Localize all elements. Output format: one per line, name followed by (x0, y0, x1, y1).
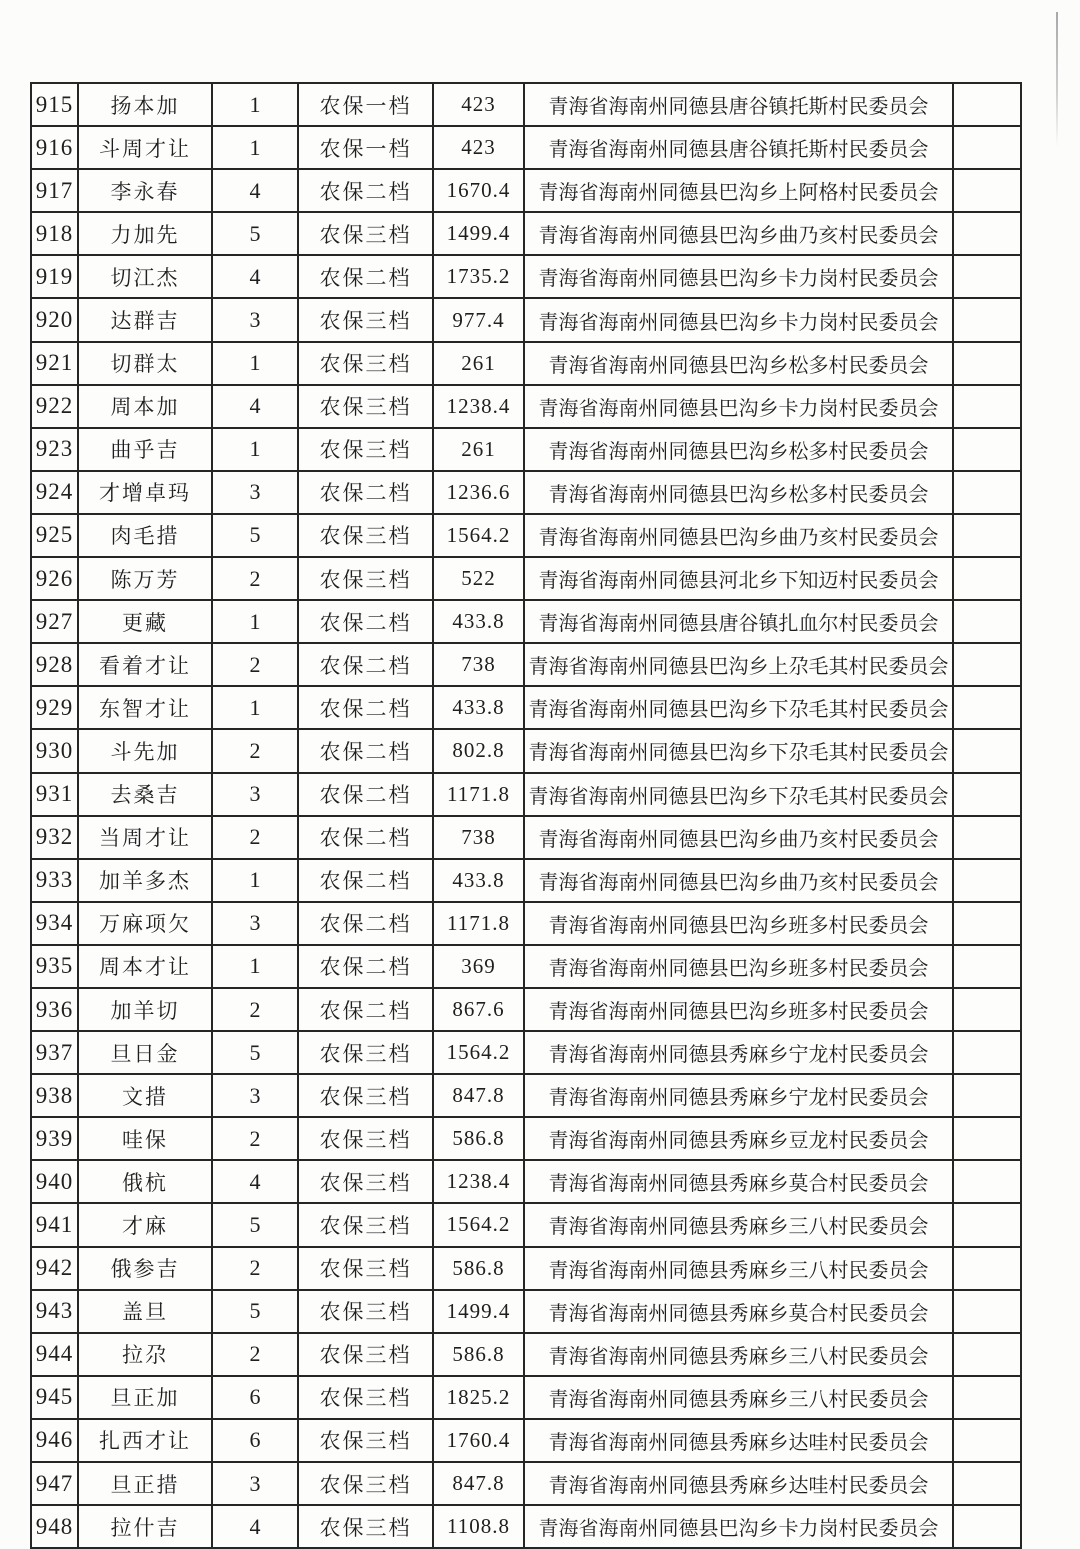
cell-remark (953, 212, 1021, 255)
cell-person-count: 5 (212, 1031, 298, 1074)
cell-remark (953, 1074, 1021, 1117)
cell-person-name: 肉毛措 (78, 514, 212, 557)
cell-remark (953, 428, 1021, 471)
cell-committee: 青海省海南州同德县巴沟乡卡力岗村民委员会 (524, 385, 953, 428)
cell-person-count: 2 (212, 643, 298, 686)
table-row (31, 945, 1021, 988)
cell-insurance-tier: 农保三档 (298, 298, 433, 341)
cell-row-number: 928 (31, 643, 78, 686)
cell-row-number: 942 (31, 1247, 78, 1290)
cell-remark (953, 557, 1021, 600)
cell-person-count: 2 (212, 1247, 298, 1290)
cell-row-number: 943 (31, 1290, 78, 1333)
cell-committee: 青海省海南州同德县秀麻乡豆龙村民委员会 (524, 1117, 953, 1160)
cell-amount: 1564.2 (433, 514, 524, 557)
cell-row-number: 927 (31, 600, 78, 643)
cell-row-number: 915 (31, 83, 78, 126)
table-row (31, 1290, 1021, 1333)
cell-row-number: 948 (31, 1505, 78, 1548)
cell-amount: 1499.4 (433, 1290, 524, 1333)
cell-row-number: 916 (31, 126, 78, 169)
cell-remark (953, 255, 1021, 298)
cell-row-number: 920 (31, 298, 78, 341)
cell-committee: 青海省海南州同德县秀麻乡莫合村民委员会 (524, 1290, 953, 1333)
cell-insurance-tier: 农保三档 (298, 1376, 433, 1419)
table-row (31, 212, 1021, 255)
cell-person-name: 拉尕 (78, 1333, 212, 1376)
table-row (31, 1031, 1021, 1074)
cell-remark (953, 643, 1021, 686)
cell-amount: 1171.8 (433, 902, 524, 945)
cell-insurance-tier: 农保二档 (298, 773, 433, 816)
cell-person-name: 当周才让 (78, 816, 212, 859)
cell-person-name: 斗先加 (78, 729, 212, 772)
table-row (31, 514, 1021, 557)
cell-person-count: 1 (212, 342, 298, 385)
cell-person-name: 更藏 (78, 600, 212, 643)
cell-committee: 青海省海南州同德县秀麻乡宁龙村民委员会 (524, 1074, 953, 1117)
cell-insurance-tier: 农保二档 (298, 902, 433, 945)
table-row (31, 600, 1021, 643)
cell-committee: 青海省海南州同德县巴沟乡曲乃亥村民委员会 (524, 859, 953, 902)
table-row (31, 773, 1021, 816)
cell-insurance-tier: 农保三档 (298, 428, 433, 471)
cell-committee: 青海省海南州同德县唐谷镇托斯村民委员会 (524, 126, 953, 169)
cell-remark (953, 1117, 1021, 1160)
cell-committee: 青海省海南州同德县秀麻乡三八村民委员会 (524, 1247, 953, 1290)
cell-row-number: 919 (31, 255, 78, 298)
cell-row-number: 935 (31, 945, 78, 988)
cell-row-number: 931 (31, 773, 78, 816)
cell-committee: 青海省海南州同德县唐谷镇托斯村民委员会 (524, 83, 953, 126)
cell-amount: 847.8 (433, 1074, 524, 1117)
table-row (31, 1419, 1021, 1462)
cell-row-number: 941 (31, 1203, 78, 1246)
cell-committee: 青海省海南州同德县巴沟乡卡力岗村民委员会 (524, 255, 953, 298)
cell-amount: 977.4 (433, 298, 524, 341)
cell-person-name: 去桑吉 (78, 773, 212, 816)
table-row (31, 643, 1021, 686)
cell-person-count: 3 (212, 298, 298, 341)
table-row (31, 471, 1021, 514)
cell-remark (953, 902, 1021, 945)
cell-person-count: 1 (212, 859, 298, 902)
cell-insurance-tier: 农保三档 (298, 1074, 433, 1117)
cell-person-count: 5 (212, 212, 298, 255)
cell-remark (953, 83, 1021, 126)
cell-amount: 261 (433, 428, 524, 471)
cell-row-number: 929 (31, 686, 78, 729)
cell-row-number: 939 (31, 1117, 78, 1160)
table-row (31, 385, 1021, 428)
table-row (31, 686, 1021, 729)
cell-committee: 青海省海南州同德县秀麻乡莫合村民委员会 (524, 1160, 953, 1203)
cell-committee: 青海省海南州同德县巴沟乡下尕毛其村民委员会 (524, 729, 953, 772)
cell-remark (953, 1031, 1021, 1074)
cell-insurance-tier: 农保三档 (298, 212, 433, 255)
cell-person-count: 1 (212, 83, 298, 126)
cell-amount: 433.8 (433, 859, 524, 902)
cell-person-name: 东智才让 (78, 686, 212, 729)
cell-person-name: 周本加 (78, 385, 212, 428)
cell-person-count: 3 (212, 773, 298, 816)
cell-row-number: 933 (31, 859, 78, 902)
cell-remark (953, 773, 1021, 816)
cell-row-number: 932 (31, 816, 78, 859)
cell-insurance-tier: 农保一档 (298, 83, 433, 126)
cell-remark (953, 385, 1021, 428)
cell-amount: 423 (433, 83, 524, 126)
cell-remark (953, 859, 1021, 902)
cell-amount: 1735.2 (433, 255, 524, 298)
table-row (31, 169, 1021, 212)
cell-amount: 586.8 (433, 1333, 524, 1376)
cell-person-name: 哇保 (78, 1117, 212, 1160)
cell-person-count: 5 (212, 514, 298, 557)
cell-insurance-tier: 农保三档 (298, 1505, 433, 1548)
cell-row-number: 926 (31, 557, 78, 600)
cell-person-count: 2 (212, 988, 298, 1031)
cell-person-count: 4 (212, 169, 298, 212)
cell-amount: 1108.8 (433, 1505, 524, 1548)
cell-person-count: 3 (212, 1074, 298, 1117)
cell-committee: 青海省海南州同德县秀麻乡三八村民委员会 (524, 1333, 953, 1376)
cell-person-name: 才增卓玛 (78, 471, 212, 514)
cell-row-number: 938 (31, 1074, 78, 1117)
cell-remark (953, 600, 1021, 643)
cell-person-name: 李永春 (78, 169, 212, 212)
cell-row-number: 944 (31, 1333, 78, 1376)
cell-committee: 青海省海南州同德县秀麻乡达哇村民委员会 (524, 1419, 953, 1462)
cell-row-number: 937 (31, 1031, 78, 1074)
table-row (31, 859, 1021, 902)
cell-committee: 青海省海南州同德县巴沟乡松多村民委员会 (524, 428, 953, 471)
cell-remark (953, 988, 1021, 1031)
cell-row-number: 946 (31, 1419, 78, 1462)
cell-insurance-tier: 农保三档 (298, 1419, 433, 1462)
cell-remark (953, 1333, 1021, 1376)
cell-amount: 1499.4 (433, 212, 524, 255)
cell-insurance-tier: 农保三档 (298, 385, 433, 428)
cell-remark (953, 686, 1021, 729)
cell-insurance-tier: 农保一档 (298, 126, 433, 169)
cell-insurance-tier: 农保二档 (298, 988, 433, 1031)
cell-person-name: 旦日金 (78, 1031, 212, 1074)
cell-person-name: 看着才让 (78, 643, 212, 686)
cell-committee: 青海省海南州同德县唐谷镇扎血尔村民委员会 (524, 600, 953, 643)
cell-remark (953, 1419, 1021, 1462)
cell-remark (953, 169, 1021, 212)
cell-person-name: 拉什吉 (78, 1505, 212, 1548)
cell-amount: 369 (433, 945, 524, 988)
cell-person-count: 6 (212, 1419, 298, 1462)
cell-person-name: 扬本加 (78, 83, 212, 126)
cell-person-count: 1 (212, 126, 298, 169)
table-row (31, 1117, 1021, 1160)
cell-committee: 青海省海南州同德县巴沟乡下尕毛其村民委员会 (524, 686, 953, 729)
cell-remark (953, 1462, 1021, 1505)
cell-committee: 青海省海南州同德县秀麻乡三八村民委员会 (524, 1203, 953, 1246)
table-row (31, 1203, 1021, 1246)
table-row (31, 428, 1021, 471)
cell-committee: 青海省海南州同德县巴沟乡曲乃亥村民委员会 (524, 514, 953, 557)
cell-insurance-tier: 农保三档 (298, 1203, 433, 1246)
cell-committee: 青海省海南州同德县巴沟乡班多村民委员会 (524, 902, 953, 945)
cell-row-number: 921 (31, 342, 78, 385)
cell-insurance-tier: 农保二档 (298, 600, 433, 643)
cell-remark (953, 126, 1021, 169)
cell-row-number: 945 (31, 1376, 78, 1419)
cell-insurance-tier: 农保三档 (298, 514, 433, 557)
table-row (31, 83, 1021, 126)
cell-insurance-tier: 农保二档 (298, 729, 433, 772)
cell-person-count: 5 (212, 1203, 298, 1246)
cell-row-number: 917 (31, 169, 78, 212)
cell-amount: 433.8 (433, 686, 524, 729)
cell-committee: 青海省海南州同德县巴沟乡卡力岗村民委员会 (524, 1505, 953, 1548)
table-row (31, 557, 1021, 600)
cell-insurance-tier: 农保二档 (298, 255, 433, 298)
cell-remark (953, 729, 1021, 772)
cell-remark (953, 816, 1021, 859)
cell-remark (953, 1203, 1021, 1246)
cell-row-number: 918 (31, 212, 78, 255)
cell-person-name: 陈万芳 (78, 557, 212, 600)
cell-committee: 青海省海南州同德县秀麻乡达哇村民委员会 (524, 1462, 953, 1505)
cell-person-name: 周本才让 (78, 945, 212, 988)
cell-person-count: 1 (212, 428, 298, 471)
cell-amount: 522 (433, 557, 524, 600)
cell-insurance-tier: 农保三档 (298, 1160, 433, 1203)
scan-artifact-line (1056, 12, 1058, 147)
cell-insurance-tier: 农保二档 (298, 169, 433, 212)
cell-remark (953, 1247, 1021, 1290)
cell-row-number: 930 (31, 729, 78, 772)
cell-person-count: 2 (212, 1117, 298, 1160)
cell-row-number: 940 (31, 1160, 78, 1203)
cell-committee: 青海省海南州同德县秀麻乡宁龙村民委员会 (524, 1031, 953, 1074)
table-row (31, 1376, 1021, 1419)
cell-amount: 423 (433, 126, 524, 169)
cell-person-count: 4 (212, 255, 298, 298)
cell-insurance-tier: 农保二档 (298, 643, 433, 686)
cell-amount: 847.8 (433, 1462, 524, 1505)
cell-insurance-tier: 农保三档 (298, 1117, 433, 1160)
cell-person-name: 才麻 (78, 1203, 212, 1246)
cell-person-count: 1 (212, 686, 298, 729)
table-row (31, 1074, 1021, 1117)
cell-committee: 青海省海南州同德县巴沟乡曲乃亥村民委员会 (524, 816, 953, 859)
cell-insurance-tier: 农保二档 (298, 686, 433, 729)
cell-remark (953, 945, 1021, 988)
cell-row-number: 947 (31, 1462, 78, 1505)
cell-committee: 青海省海南州同德县巴沟乡下尕毛其村民委员会 (524, 773, 953, 816)
beneficiary-table (30, 82, 1022, 1549)
cell-person-count: 1 (212, 945, 298, 988)
cell-amount: 1760.4 (433, 1419, 524, 1462)
cell-amount: 802.8 (433, 729, 524, 772)
cell-committee: 青海省海南州同德县巴沟乡班多村民委员会 (524, 945, 953, 988)
cell-amount: 1171.8 (433, 773, 524, 816)
cell-committee: 青海省海南州同德县秀麻乡三八村民委员会 (524, 1376, 953, 1419)
beneficiary-table-body (31, 83, 1021, 1548)
table-row (31, 729, 1021, 772)
table-row (31, 1160, 1021, 1203)
cell-amount: 1236.6 (433, 471, 524, 514)
cell-person-name: 斗周才让 (78, 126, 212, 169)
cell-person-name: 曲乎吉 (78, 428, 212, 471)
cell-person-name: 切群太 (78, 342, 212, 385)
cell-person-count: 3 (212, 902, 298, 945)
table-row (31, 1462, 1021, 1505)
cell-person-name: 达群吉 (78, 298, 212, 341)
cell-insurance-tier: 农保三档 (298, 1290, 433, 1333)
cell-row-number: 922 (31, 385, 78, 428)
table-row (31, 126, 1021, 169)
cell-person-count: 2 (212, 729, 298, 772)
table-row (31, 342, 1021, 385)
cell-amount: 1670.4 (433, 169, 524, 212)
cell-row-number: 924 (31, 471, 78, 514)
cell-remark (953, 471, 1021, 514)
cell-person-name: 加羊切 (78, 988, 212, 1031)
table-row (31, 1333, 1021, 1376)
cell-person-name: 扎西才让 (78, 1419, 212, 1462)
cell-committee: 青海省海南州同德县巴沟乡松多村民委员会 (524, 342, 953, 385)
cell-row-number: 923 (31, 428, 78, 471)
cell-amount: 867.6 (433, 988, 524, 1031)
cell-committee: 青海省海南州同德县河北乡下知迈村民委员会 (524, 557, 953, 600)
cell-committee: 青海省海南州同德县巴沟乡班多村民委员会 (524, 988, 953, 1031)
cell-amount: 586.8 (433, 1117, 524, 1160)
cell-committee: 青海省海南州同德县巴沟乡曲乃亥村民委员会 (524, 212, 953, 255)
table-row (31, 988, 1021, 1031)
cell-amount: 738 (433, 643, 524, 686)
cell-amount: 1564.2 (433, 1203, 524, 1246)
cell-insurance-tier: 农保二档 (298, 859, 433, 902)
cell-committee: 青海省海南州同德县巴沟乡松多村民委员会 (524, 471, 953, 514)
cell-person-count: 2 (212, 816, 298, 859)
cell-person-count: 5 (212, 1290, 298, 1333)
cell-person-name: 旦正措 (78, 1462, 212, 1505)
cell-person-name: 文措 (78, 1074, 212, 1117)
cell-committee: 青海省海南州同德县巴沟乡卡力岗村民委员会 (524, 298, 953, 341)
cell-insurance-tier: 农保三档 (298, 342, 433, 385)
table-row (31, 816, 1021, 859)
cell-person-count: 4 (212, 1160, 298, 1203)
cell-person-count: 3 (212, 1462, 298, 1505)
cell-amount: 738 (433, 816, 524, 859)
cell-person-name: 力加先 (78, 212, 212, 255)
cell-remark (953, 1376, 1021, 1419)
cell-row-number: 936 (31, 988, 78, 1031)
cell-insurance-tier: 农保三档 (298, 1462, 433, 1505)
cell-amount: 1564.2 (433, 1031, 524, 1074)
cell-remark (953, 1160, 1021, 1203)
cell-person-name: 盖旦 (78, 1290, 212, 1333)
cell-amount: 586.8 (433, 1247, 524, 1290)
cell-amount: 1238.4 (433, 1160, 524, 1203)
cell-person-name: 俄杭 (78, 1160, 212, 1203)
cell-insurance-tier: 农保三档 (298, 557, 433, 600)
cell-person-count: 2 (212, 557, 298, 600)
cell-person-count: 1 (212, 600, 298, 643)
cell-insurance-tier: 农保二档 (298, 471, 433, 514)
table-row (31, 255, 1021, 298)
cell-insurance-tier: 农保二档 (298, 816, 433, 859)
cell-amount: 1238.4 (433, 385, 524, 428)
cell-insurance-tier: 农保三档 (298, 1031, 433, 1074)
cell-insurance-tier: 农保三档 (298, 1247, 433, 1290)
cell-amount: 433.8 (433, 600, 524, 643)
cell-person-name: 万麻项欠 (78, 902, 212, 945)
cell-remark (953, 298, 1021, 341)
cell-person-count: 3 (212, 471, 298, 514)
table-row (31, 902, 1021, 945)
cell-amount: 1825.2 (433, 1376, 524, 1419)
cell-remark (953, 1290, 1021, 1333)
cell-person-count: 6 (212, 1376, 298, 1419)
cell-person-count: 4 (212, 385, 298, 428)
cell-person-name: 加羊多杰 (78, 859, 212, 902)
cell-person-name: 俄参吉 (78, 1247, 212, 1290)
cell-person-name: 旦正加 (78, 1376, 212, 1419)
cell-insurance-tier: 农保二档 (298, 945, 433, 988)
cell-remark (953, 342, 1021, 385)
cell-remark (953, 514, 1021, 557)
cell-person-name: 切江杰 (78, 255, 212, 298)
cell-row-number: 925 (31, 514, 78, 557)
cell-row-number: 934 (31, 902, 78, 945)
table-row (31, 298, 1021, 341)
cell-person-count: 4 (212, 1505, 298, 1548)
cell-insurance-tier: 农保三档 (298, 1333, 433, 1376)
cell-committee: 青海省海南州同德县巴沟乡上阿格村民委员会 (524, 169, 953, 212)
cell-person-count: 2 (212, 1333, 298, 1376)
cell-committee: 青海省海南州同德县巴沟乡上尕毛其村民委员会 (524, 643, 953, 686)
table-row (31, 1247, 1021, 1290)
cell-amount: 261 (433, 342, 524, 385)
